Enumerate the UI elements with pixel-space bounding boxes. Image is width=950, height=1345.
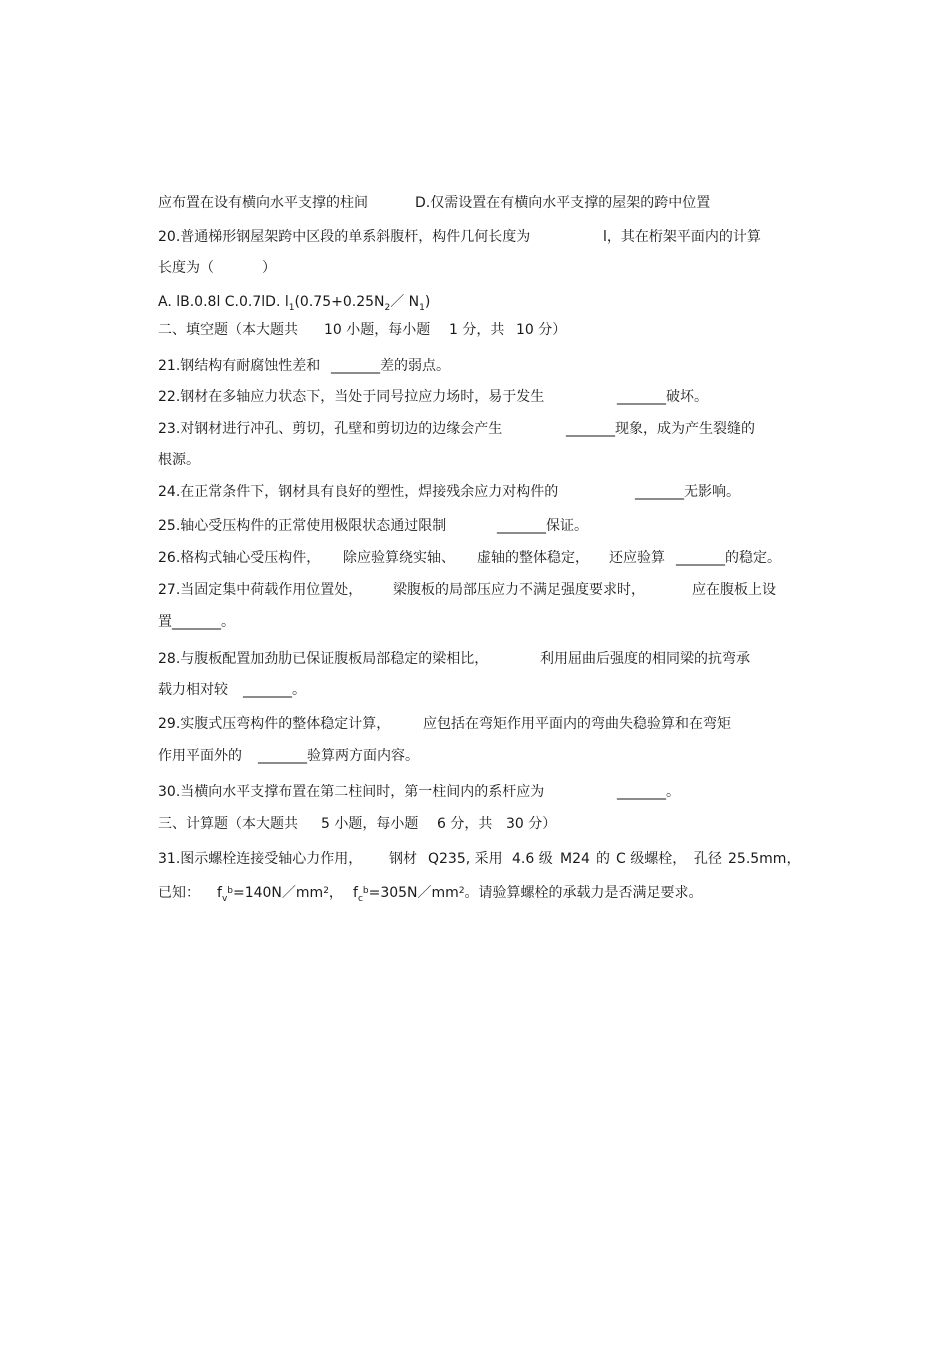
section-3-heading-d: 30 分） <box>506 816 557 832</box>
options-text: A. lB.0.8l C.0.7lD. $l_1(0.75+0.25N_2/$ $N_1$) <box>158 294 431 313</box>
question-22-text: 22.钢材在多轴应力状态下，当处于同号拉应力场时，易于发生 <box>158 389 545 405</box>
question-31-text-i: 25.5mm， <box>728 851 801 867</box>
question-30-blank: _______。 <box>617 784 680 800</box>
question-28-text-a: 28.与腹板配置加劲肋已保证腹板局部稳定的梁相比， <box>158 651 489 667</box>
question-29-text-b: 应包括在弯矩作用平面内的弯曲失稳验算和在弯矩 <box>423 716 731 732</box>
question-31-text-c: Q235, 采用 <box>428 851 503 867</box>
question-20-text: 20.普通梯形钢屋架跨中区段的单系斜腹杆，构件几何长度为 <box>158 229 531 245</box>
section-3-heading-a: 三、计算题（本大题共 <box>158 816 298 832</box>
question-31-text-a: 31.图示螺栓连接受轴心力作用， <box>158 851 363 867</box>
question-31-known: 已知： <box>158 885 200 901</box>
question-26-blank: _______的稳定。 <box>676 550 781 566</box>
question-27-text-c: 应在腹板上设 <box>692 582 776 598</box>
question-25-blank: _______保证。 <box>497 518 588 534</box>
question-27-text-a: 27.当固定集中荷载作用位置处， <box>158 582 363 598</box>
question-23-blank: _______现象，成为产生裂缝的 <box>566 421 755 437</box>
section-2-heading-c: 1 分，共 <box>449 322 505 338</box>
section-2-heading-b: 10 小题，每小题 <box>324 322 431 338</box>
question-29-blank: _______验算两方面内容。 <box>258 748 419 764</box>
question-23-text-2: 根源。 <box>158 452 200 468</box>
question-27-text-b: 梁腹板的局部压应力不满足强度要求时， <box>393 582 645 598</box>
option-c-tail: 应布置在设有横向水平支撑的柱间 <box>158 195 368 211</box>
question-28-text-c: 载力相对较 <box>158 682 228 698</box>
question-26-text-d: 还应验算 <box>609 550 665 566</box>
question-21-text: 21.钢结构有耐腐蚀性差和 <box>158 358 321 374</box>
question-20-bracket: ） <box>262 260 276 276</box>
question-30-text: 30.当横向水平支撑布置在第二柱间时，第一柱间内的系杆应为 <box>158 784 545 800</box>
question-31-text-d: 4.6 级 <box>512 851 553 867</box>
question-28-text-b: 利用屈曲后强度的相同梁的抗弯承 <box>540 651 750 667</box>
question-25-text: 25.轴心受压构件的正常使用极限状态通过限制 <box>158 518 447 534</box>
question-28-blank: _______。 <box>243 682 306 698</box>
question-23-text: 23.对钢材进行冲孔、剪切，孔壁和剪切边的边缘会产生 <box>158 421 503 437</box>
question-31-text-f: 的 <box>596 851 610 867</box>
formula-fvb: $f_v^b=140N/mm^2$， <box>217 885 343 904</box>
question-20-text-2: l，其在桁架平面内的计算 <box>603 229 761 245</box>
question-22-blank: _______破坏。 <box>617 389 708 405</box>
question-27-blank: 置_______。 <box>158 614 235 630</box>
question-26-text-c: 虚轴的整体稳定， <box>477 550 589 566</box>
question-31-text-g: C 级螺栓， <box>616 851 687 867</box>
question-24-text: 24.在正常条件下，钢材具有良好的塑性，焊接残余应力对构件的 <box>158 484 559 500</box>
section-2-heading-a: 二、填空题（本大题共 <box>158 322 298 338</box>
option-d: D.仅需设置在有横向水平支撑的屋架的跨中位置 <box>415 195 711 211</box>
question-29-text-c: 作用平面外的 <box>158 748 242 764</box>
question-31-text-h: 孔径 <box>694 851 722 867</box>
question-24-blank: _______无影响。 <box>635 484 740 500</box>
section-2-heading-d: 10 分） <box>516 322 567 338</box>
question-26-text-a: 26.格构式轴心受压构件， <box>158 550 321 566</box>
question-29-text-a: 29.实腹式压弯构件的整体稳定计算， <box>158 716 391 732</box>
question-31-text-e: M24 <box>560 851 590 867</box>
question-20-text-3: 长度为（ <box>158 260 214 276</box>
question-26-text-b: 除应验算绕实轴、 <box>343 550 455 566</box>
question-31-text-b: 钢材 <box>389 851 417 867</box>
question-21-blank: _______差的弱点。 <box>331 358 450 374</box>
formula-fcb: $f_c^b=305N/mm^2$。请验算螺栓的承载力是否满足要求。 <box>353 885 703 904</box>
section-3-heading-b: 5 小题，每小题 <box>321 816 419 832</box>
section-3-heading-c: 6 分，共 <box>437 816 493 832</box>
